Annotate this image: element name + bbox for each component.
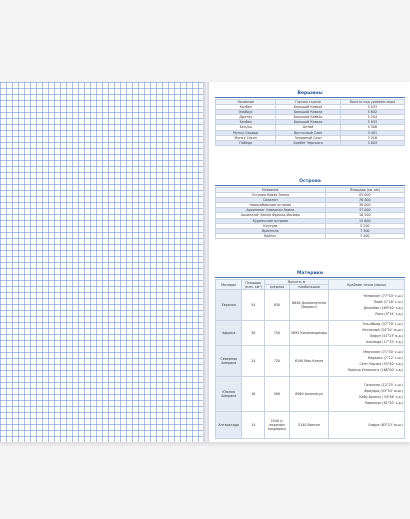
reference-page: [209, 82, 410, 442]
islands-cell: 15 600: [325, 218, 404, 223]
islands-cell: Острова Новая Земля: [216, 193, 326, 198]
mainland-row: [216, 412, 405, 439]
mainland-extreme-points: [329, 412, 405, 439]
mainland-area: 14: [242, 412, 265, 439]
mainland-section: [215, 270, 405, 439]
mainland-area: 18: [242, 377, 265, 412]
mainland-continent: Северная Америка: [216, 346, 242, 377]
extreme-point: Мерчисон (71°50' с.ш.): [363, 350, 403, 355]
extreme-point: Сент-Чарльз (55°40' з.д.): [359, 362, 403, 367]
mainland-title: Материки: [215, 270, 405, 278]
peaks-row: [216, 105, 405, 110]
extreme-point: Марьято (7°12' с.ш.): [367, 356, 403, 361]
mainland-row: [216, 290, 405, 321]
peaks-cell: Эльбрус: [216, 110, 276, 115]
extreme-point: Париньяс (81°20' з.д.): [364, 401, 403, 406]
peaks-cell: 5 204: [340, 115, 404, 120]
mainland-continent: Евразия: [216, 290, 242, 321]
mainland-extreme-points: [329, 377, 405, 412]
peaks-cell: Алтай: [276, 125, 340, 130]
col-height-group: Высота, м: [265, 280, 329, 285]
mainland-extreme-points: [329, 321, 405, 346]
islands-cell: Колгуев: [216, 223, 326, 228]
peaks-header-cell: Горная страна: [276, 100, 340, 105]
col-avg: средняя: [265, 285, 290, 290]
peaks-cell: Западный Саян: [276, 135, 340, 140]
extreme-point: Сифре (63°13' ю.ш.): [368, 423, 403, 428]
peaks-row: [216, 110, 405, 115]
peaks-cell: Белуха: [216, 125, 276, 130]
peaks-row: [216, 120, 405, 125]
peaks-cell: Большой Кавказ: [276, 120, 340, 125]
islands-title: Острова: [215, 178, 405, 186]
islands-cell: 76 400: [325, 198, 404, 203]
mainland-table: [215, 279, 405, 439]
peaks-cell: Большой Кавказ: [276, 110, 340, 115]
mainland-row: [216, 321, 405, 346]
islands-header-cell: Площадь (кв. км): [325, 188, 404, 193]
peaks-cell: 3 491: [340, 130, 404, 135]
mainland-row: [216, 377, 405, 412]
mainland-continent: Южная Америка: [216, 377, 242, 412]
peaks-cell: Мунку-Сасан: [216, 135, 276, 140]
islands-cell: 3 400: [325, 233, 404, 238]
islands-cell: 16 100: [325, 213, 404, 218]
grid-page: [0, 82, 203, 442]
islands-row: [216, 233, 405, 238]
extreme-point: Рока (9°34' з.д.): [375, 312, 403, 317]
mainland-avg-height: 2040 (с ледяным покровом): [265, 412, 290, 439]
peaks-cell: 5 033: [340, 105, 404, 110]
extreme-point: Эль-Абьяд (37°20' с.ш.): [362, 322, 403, 327]
extreme-point: Игольный (34°52' ю.ш.): [362, 328, 403, 333]
peaks-cell: Хребет Черского: [276, 140, 340, 145]
islands-cell: 38 000: [325, 203, 404, 208]
peaks-cell: Восточный Саян: [276, 130, 340, 135]
islands-cell: Сахалин: [216, 198, 326, 203]
mainland-row: [216, 346, 405, 377]
extreme-point: Фроуард (53°54' ю.ш.): [364, 389, 403, 394]
mainland-avg-height: 750: [265, 321, 290, 346]
peaks-row: [216, 140, 405, 145]
mainland-area: 54: [242, 290, 265, 321]
mainland-max-height: 6190 Мак-Кинли: [289, 346, 329, 377]
mainland-max-height: 5140 Винсон: [289, 412, 329, 439]
islands-table: [215, 187, 405, 239]
mainland-max-height: 5895 Килиманджаро: [289, 321, 329, 346]
islands-cell: Новосибирские острова: [216, 203, 326, 208]
mainland-area: 30: [242, 321, 265, 346]
peaks-cell: 5 033: [340, 120, 404, 125]
col-max: наибольшая: [289, 285, 329, 290]
peaks-table: [215, 99, 405, 146]
peaks-cell: 3 216: [340, 135, 404, 140]
extreme-point: Дежнёва (169°40' з.д.): [363, 306, 403, 311]
islands-section: [215, 178, 405, 239]
mainland-continent: Антарктида: [216, 412, 242, 439]
peaks-header-cell: Название: [216, 100, 276, 105]
islands-header-cell: Название: [216, 188, 326, 193]
islands-cell: 83 000: [325, 193, 404, 198]
extreme-point: Челюскин (77°43' с.ш.): [363, 294, 403, 299]
peaks-cell: 5 642: [340, 110, 404, 115]
islands-cell: 37 000: [325, 208, 404, 213]
peaks-cell: 4 506: [340, 125, 404, 130]
mainland-extreme-points: [329, 346, 405, 377]
islands-cell: Врангеля: [216, 228, 326, 233]
mainland-avg-height: 580: [265, 377, 290, 412]
islands-cell: Курильские острова: [216, 218, 326, 223]
mainland-avg-height: 720: [265, 346, 290, 377]
extreme-point: Хафун (51°23' в.д.): [369, 334, 403, 339]
islands-cell: 7 300: [325, 228, 404, 233]
islands-cell: Архипелаг Земля Франца-Иосифа: [216, 213, 326, 218]
peaks-cell: Большой Кавказ: [276, 105, 340, 110]
peaks-row: [216, 135, 405, 140]
peaks-cell: 3 003: [340, 140, 404, 145]
peaks-cell: Победа: [216, 140, 276, 145]
col-continent: Материк: [216, 280, 242, 290]
extreme-point: Кабу-Бранку (34°46' з.д.): [359, 395, 403, 400]
peaks-row: [216, 125, 405, 130]
peaks-cell: Большой Кавказ: [276, 115, 340, 120]
col-peaks: Крайние точки (мысы): [329, 280, 405, 290]
peaks-cell: Дыхтау: [216, 115, 276, 120]
islands-cell: Архипелаг Северная Земля: [216, 208, 326, 213]
extreme-point: Принца Уэльского (168°00' з.д.): [347, 368, 403, 373]
col-area: Площадь (млн. км²): [242, 280, 265, 290]
extreme-point: Гальинас (12°25' с.ш.): [364, 383, 403, 388]
peaks-header-cell: Высота над уровнем моря: [340, 100, 404, 105]
peaks-cell: Казбек: [216, 105, 276, 110]
peaks-cell: Мунку-Сардык: [216, 130, 276, 135]
islands-cell: Вайгач: [216, 233, 326, 238]
mainland-extreme-points: [329, 290, 405, 321]
peaks-row: [216, 130, 405, 135]
extreme-point: Альмади (17°33' з.д.): [366, 340, 403, 345]
mainland-area: 24: [242, 346, 265, 377]
peaks-section: [215, 90, 405, 146]
peaks-row: [216, 115, 405, 120]
peaks-cell: Казбек: [216, 120, 276, 125]
mainland-avg-height: 830: [265, 290, 290, 321]
extreme-point: Пиай (1°16' с.ш.): [373, 300, 403, 305]
islands-cell: 5 200: [325, 223, 404, 228]
mainland-max-height: 8848 Джомолунгма (Эверест): [289, 290, 329, 321]
mainland-continent: Африка: [216, 321, 242, 346]
mainland-max-height: 6960 Аконкагуа: [289, 377, 329, 412]
peaks-title: Вершины: [215, 90, 405, 98]
open-notebook: [0, 82, 410, 442]
